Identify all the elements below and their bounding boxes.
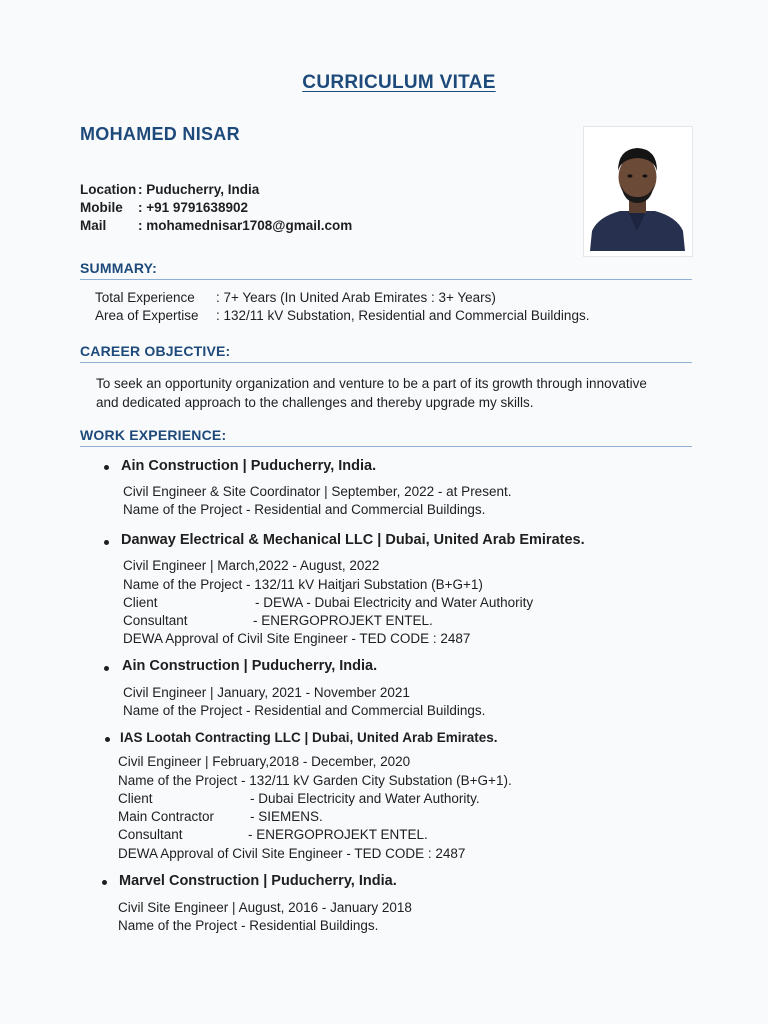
contact-mail	[80, 217, 352, 235]
detail-label: Consultant	[118, 827, 183, 842]
job-detail	[123, 612, 433, 630]
job-company: Danway Electrical & Mechanical LLC | Dubai, United Arab Emirates.	[121, 532, 585, 548]
summary-label: Area of Expertise	[95, 308, 199, 323]
contact-value: : mohamednisar1708@gmail.com	[138, 218, 353, 233]
job-detail	[118, 808, 323, 826]
detail-value: - ENERGOPROJEKT ENTEL.	[253, 613, 433, 628]
summary-row	[95, 289, 496, 307]
job-line: DEWA Approval of Civil Site Engineer - TED CODE : 2487	[123, 631, 471, 646]
detail-label: Consultant	[123, 613, 188, 628]
job-line: Name of the Project - 132/11 kV Garden City Substation (B+G+1).	[118, 773, 512, 788]
summary-heading: SUMMARY:	[80, 260, 692, 280]
contact-label: Mobile	[80, 200, 123, 215]
bullet-icon	[104, 465, 109, 470]
detail-value: - ENERGOPROJEKT ENTEL.	[248, 827, 428, 842]
job-company: Ain Construction | Puducherry, India.	[121, 458, 377, 474]
job-line: DEWA Approval of Civil Site Engineer - TED CODE : 2487	[118, 846, 466, 861]
contact-block	[80, 181, 352, 235]
job-line: Name of the Project - Residential and Commercial Buildings.	[123, 703, 486, 718]
objective-heading: CAREER OBJECTIVE:	[80, 343, 692, 363]
detail-label: Client	[118, 791, 153, 806]
detail-value: - Dubai Electricity and Water Authority.	[250, 791, 480, 806]
profile-photo	[588, 131, 687, 251]
objective-line: and dedicated approach to the challenges and thereby upgrade my skills.	[96, 395, 534, 410]
candidate-name: MOHAMED NISAR	[80, 124, 240, 144]
summary-row	[95, 307, 589, 325]
detail-value: - DEWA - Dubai Electricity and Water Authority	[255, 595, 534, 610]
job-company: Ain Construction | Puducherry, India.	[122, 658, 378, 674]
job-detail	[118, 826, 428, 844]
job-detail	[123, 594, 533, 612]
bullet-icon	[104, 666, 109, 671]
contact-value: : +91 9791638902	[138, 200, 248, 215]
job-company: Marvel Construction | Puducherry, India.	[119, 873, 397, 889]
detail-label: Client	[123, 595, 158, 610]
bullet-icon	[105, 737, 110, 742]
job-line: Civil Engineer | January, 2021 - November 2021	[123, 685, 410, 700]
objective-line: To seek an opportunity organization and venture to be a part of its growth through innovative	[96, 376, 647, 391]
detail-value: - SIEMENS.	[250, 809, 323, 824]
summary-label: Total Experience	[95, 290, 195, 305]
work-heading: WORK EXPERIENCE:	[80, 427, 692, 447]
job-line: Civil Engineer | March,2022 - August, 2022	[123, 558, 380, 573]
job-line: Civil Engineer & Site Coordinator | September, 2022 - at Present.	[123, 484, 512, 499]
job-line: Name of the Project - Residential and Commercial Buildings.	[123, 502, 486, 517]
job-line: Civil Site Engineer | August, 2016 - January 2018	[118, 900, 412, 915]
job-line: Civil Engineer | February,2018 - December, 2020	[118, 754, 411, 769]
job-company: IAS Lootah Contracting LLC | Dubai, United Arab Emirates.	[120, 730, 498, 745]
document-title: CURRICULUM VITAE	[302, 72, 496, 93]
bullet-icon	[104, 540, 109, 545]
job-line: Name of the Project - 132/11 kV Haitjari Substation (B+G+1)	[123, 577, 483, 592]
detail-label: Main Contractor	[118, 809, 215, 824]
job-detail	[118, 790, 480, 808]
job-line: Name of the Project - Residential Buildings.	[118, 918, 379, 933]
contact-value: : Puducherry, India	[138, 182, 260, 197]
bullet-icon	[102, 880, 107, 885]
summary-value: : 132/11 kV Substation, Residential and Commercial Buildings.	[216, 308, 590, 323]
contact-label: Location	[80, 182, 137, 197]
contact-mobile	[80, 199, 352, 217]
summary-value: : 7+ Years (In United Arab Emirates : 3+ Years)	[216, 290, 496, 305]
profile-photo-frame	[583, 126, 693, 257]
contact-location	[80, 181, 352, 199]
contact-label: Mail	[80, 218, 107, 233]
